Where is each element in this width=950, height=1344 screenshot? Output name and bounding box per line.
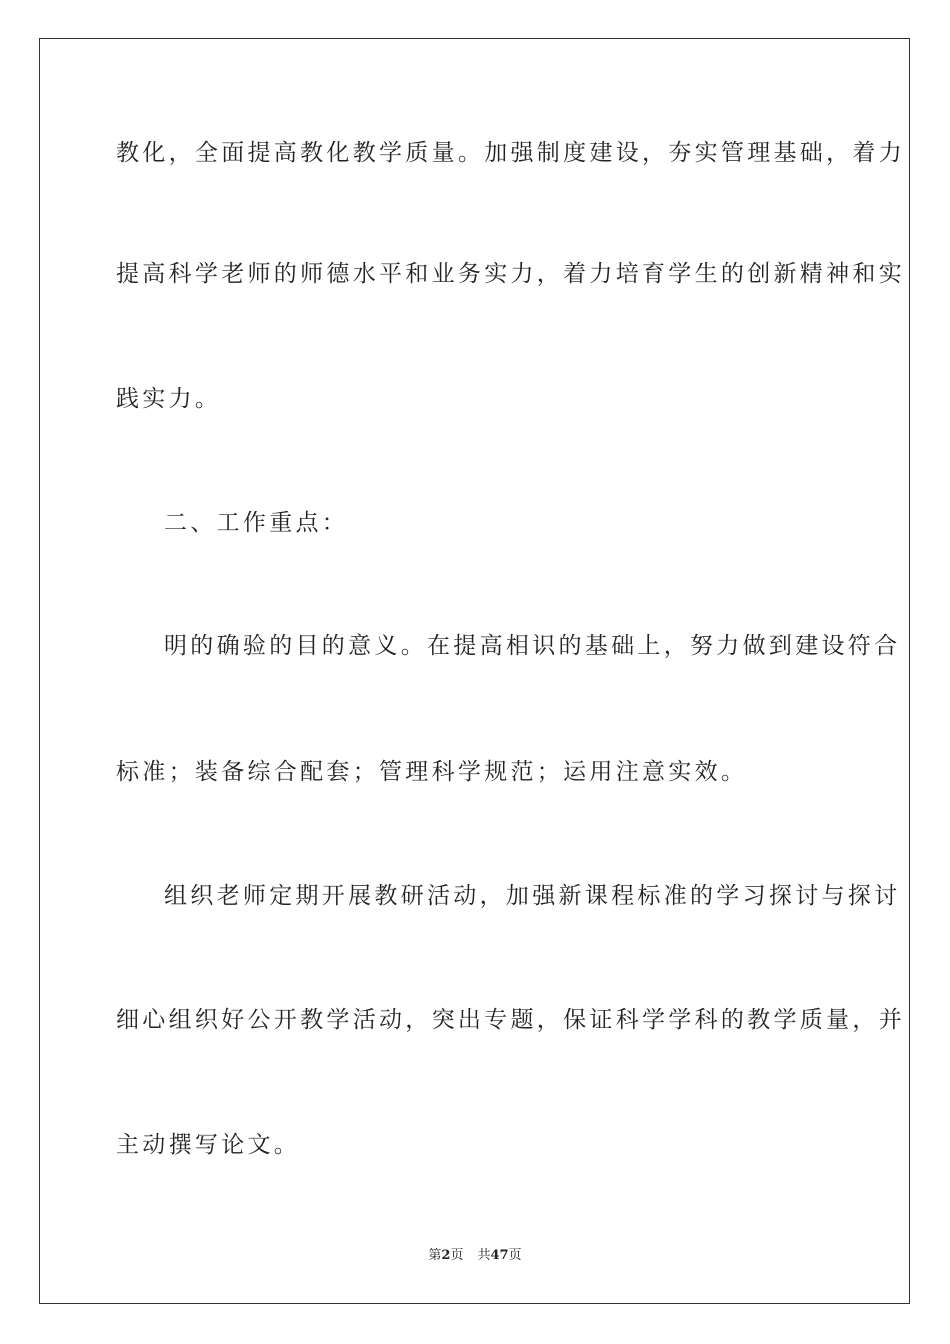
body-line-9: 主动撰写论文。 bbox=[116, 1132, 301, 1158]
body-line-7: 组织老师定期开展教研活动，加强新课程标准的学习探讨与探讨 bbox=[164, 883, 901, 909]
footer-prefix: 第 bbox=[428, 1248, 442, 1263]
footer-page-number: 2 bbox=[441, 1248, 451, 1263]
footer-page-suffix: 页 bbox=[450, 1248, 464, 1263]
body-line-2: 提高科学老师的师德水平和业务实力，着力培育学生的创新精神和实 bbox=[116, 261, 905, 287]
footer-total-suffix: 页 bbox=[508, 1248, 522, 1263]
page-frame bbox=[39, 38, 910, 1304]
body-line-1: 教化，全面提高教化教学质量。加强制度建设，夯实管理基础，着力 bbox=[116, 140, 905, 166]
body-line-6: 标准；装备综合配套；管理科学规范；运用注意实效。 bbox=[116, 759, 748, 785]
body-line-8: 细心组织好公开教学活动，突出专题，保证科学学科的教学质量，并 bbox=[116, 1007, 905, 1033]
page-footer bbox=[0, 1247, 950, 1265]
body-line-3: 践实力。 bbox=[116, 386, 222, 412]
footer-total-pages: 47 bbox=[490, 1248, 509, 1263]
body-line-5: 明的确验的目的意义。在提高相识的基础上，努力做到建设符合 bbox=[164, 633, 901, 659]
footer-total-prefix: 共 bbox=[477, 1248, 491, 1263]
section-heading: 二、工作重点： bbox=[164, 510, 349, 536]
